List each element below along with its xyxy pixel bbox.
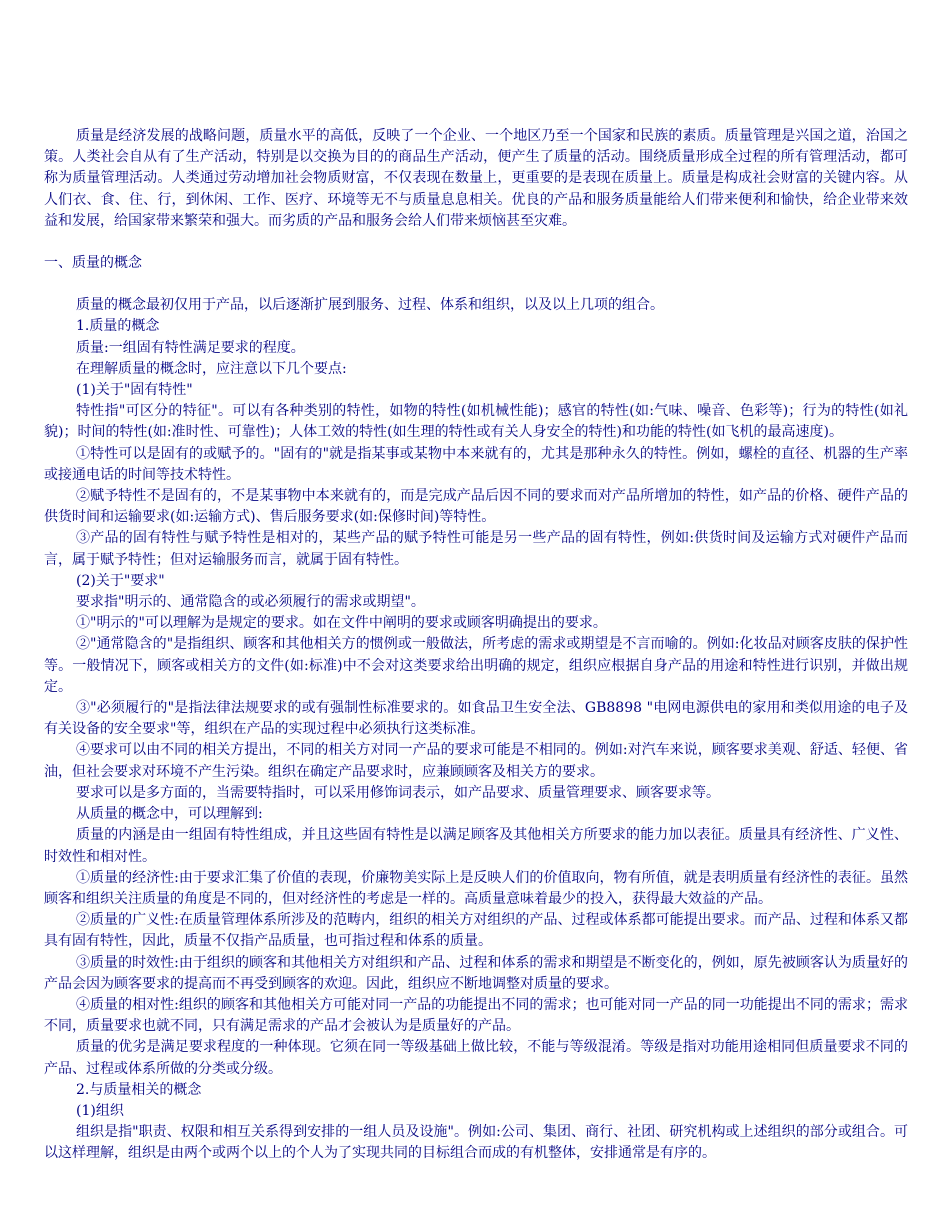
spacer bbox=[44, 274, 908, 295]
paragraph: 要求指"明示的、通常隐含的或必须履行的需求或期望"。 bbox=[76, 594, 425, 611]
section-heading: 一、质量的概念 bbox=[44, 255, 142, 272]
subheading: 1.质量的概念 bbox=[76, 318, 160, 335]
paragraph: 质量的内涵是由一组固有特性组成，并且这些固有特性是以满足顾客及其他相关方所要求的能力加以表征。质量具有经济性、广义性、时效性和相对性。 bbox=[44, 827, 908, 865]
paragraph: 要求可以是多方面的，当需要特指时，可以采用修饰词表示，如产品要求、质量管理要求、顾客要求等。 bbox=[76, 784, 720, 801]
subheading: (2)关于"要求" bbox=[76, 572, 165, 589]
paragraph: 质量:一组固有特性满足要求的程度。 bbox=[76, 339, 305, 356]
paragraph: 特性指"可区分的特征"。可以有各种类别的特性，如物的特性(如机械性能)；感官的特性(如:气味、噪音、色彩等)；行为的特性(如礼貌)；时间的特性(如:准时性、可靠性)；人体工效的特性(如生理的特性或有关人身安全的特性)和功能的特性(如飞机的最高速度)。 bbox=[44, 403, 908, 441]
paragraph: 组织是指"职责、权限和相互关系得到安排的一组人员及设施"。例如:公司、集团、商行、社团、研究机构或上述组织的部分或组合。可以这样理解，组织是由两个或两个以上的个人为了实现共同的目标组合而成的有机整体，安排通常是有序的。 bbox=[44, 1124, 908, 1162]
paragraph: ①"明示的"可以理解为是规定的要求。如在文件中阐明的要求或顾客明确提出的要求。 bbox=[76, 615, 607, 632]
document-body bbox=[44, 126, 908, 1165]
paragraph: ②赋予特性不是固有的，不是某事物中本来就有的，而是完成产品后因不同的要求而对产品所增加的特性，如产品的价格、硬件产品的供货时间和运输要求(如:运输方式)、售后服务要求(如:保修时间)等特性。 bbox=[44, 488, 908, 526]
paragraph: ④质量的相对性:组织的顾客和其他相关方可能对同一产品的功能提出不同的需求；也可能对同一产品的同一功能提出不同的需求；需求不同，质量要求也就不同，只有满足需求的产品才会被认为是质量好的产品。 bbox=[44, 996, 908, 1035]
paragraph: ③"必须履行的"是指法律法规要求的或有强制性标准要求的。如食品卫生安全法、GB8898 "电网电源供电的家用和类似用途的电子及有关设备的安全要求"等，组织在产品的实现过程中必须执行这类标准。 bbox=[44, 700, 908, 738]
paragraph: ④要求可以由不同的相关方提出，不同的相关方对同一产品的要求可能是不相同的。例如:对汽车来说，顾客要求美观、舒适、轻便、省油，但社会要求对环境不产生污染。组织在确定产品要求时，应兼顾顾客及相关方的要求。 bbox=[44, 742, 908, 780]
paragraph: ②"通常隐含的"是指组织、顾客和其他相关方的惯例或一般做法，所考虑的需求或期望是不言而喻的。例如:化妆品对顾客皮肤的保护性等。一般情况下，顾客或相关方的文件(如:标准)中不会对这类要求给出明确的规定，组织应根据自身产品的用途和特性进行识别，并做出规定。 bbox=[44, 636, 908, 695]
paragraph: ③产品的固有特性与赋予特性是相对的，某些产品的赋予特性可能是另一些产品的固有特性，例如:供货时间及运输方式对硬件产品而言，属于赋予特性；但对运输服务而言，就属于固有特性。 bbox=[44, 530, 908, 568]
paragraph: 质量的概念最初仅用于产品，以后逐渐扩展到服务、过程、体系和组织，以及以上几项的组合。 bbox=[76, 297, 664, 314]
paragraph: 在理解质量的概念时，应注意以下几个要点: bbox=[76, 360, 347, 377]
paragraph: ①特性可以是固有的或赋予的。"固有的"就是指某事或某物中本来就有的，尤其是那种永久的特性。例如，螺栓的直径、机器的生产率或接通电话的时间等技术特性。 bbox=[44, 445, 908, 483]
subheading: 2.与质量相关的概念 bbox=[76, 1081, 202, 1098]
paragraph: ③质量的时效性:由于组织的顾客和其他相关方对组织和产品、过程和体系的需求和期望是不断变化的，例如，原先被顾客认为质量好的产品会因为顾客要求的提高而不再受到顾客的欢迎。因此，组织应不断地调整对质量的要求。 bbox=[44, 954, 908, 992]
paragraph: 质量的优劣是满足要求程度的一种体现。它须在同一等级基础上做比较，不能与等级混淆。等级是指对功能用途相同但质量要求不同的产品、过程或体系所做的分类或分级。 bbox=[44, 1039, 908, 1077]
subheading: (1)组织 bbox=[76, 1102, 124, 1119]
intro-paragraph: 质量是经济发展的战略问题，质量水平的高低，反映了一个企业、一个地区乃至一个国家和民族的素质。质量管理是兴国之道，治国之策。人类社会自从有了生产活动，特别是以交换为目的的商品生产活动，便产生了质量的活动。围绕质量形成全过程的所有管理活动，都可称为质量管理活动。人类通过劳动增加社会物质财富，不仅表现在数量上，更重要的是表现在质量上。质量是构成社会财富的关键内容。从人们衣、食、住、行，到休闲、工作、医疗、环境等无不与质量息息相关。优良的产品和服务质量能给人们带来便利和愉快，给企业带来效益和发展，给国家带来繁荣和强大。而劣质的产品和服务会给人们带来烦恼甚至灾难。 bbox=[44, 128, 908, 229]
spacer bbox=[44, 232, 908, 253]
subheading: (1)关于"固有特性" bbox=[76, 382, 193, 399]
paragraph: ①质量的经济性:由于要求汇集了价值的表现，价廉物美实际上是反映人们的价值取向，物有所值，就是表明质量有经济性的表征。虽然顾客和组织关注质量的角度是不同的，但对经济性的考虑是一样的。高质量意味着最少的投入，获得最大效益的产品。 bbox=[44, 869, 908, 907]
paragraph: ②质量的广义性:在质量管理体系所涉及的范畴内，组织的相关方对组织的产品、过程或体系都可能提出要求。而产品、过程和体系又都具有固有特性，因此，质量不仅指产品质量，也可指过程和体系的质量。 bbox=[44, 912, 908, 950]
paragraph: 从质量的概念中，可以理解到: bbox=[76, 806, 263, 823]
